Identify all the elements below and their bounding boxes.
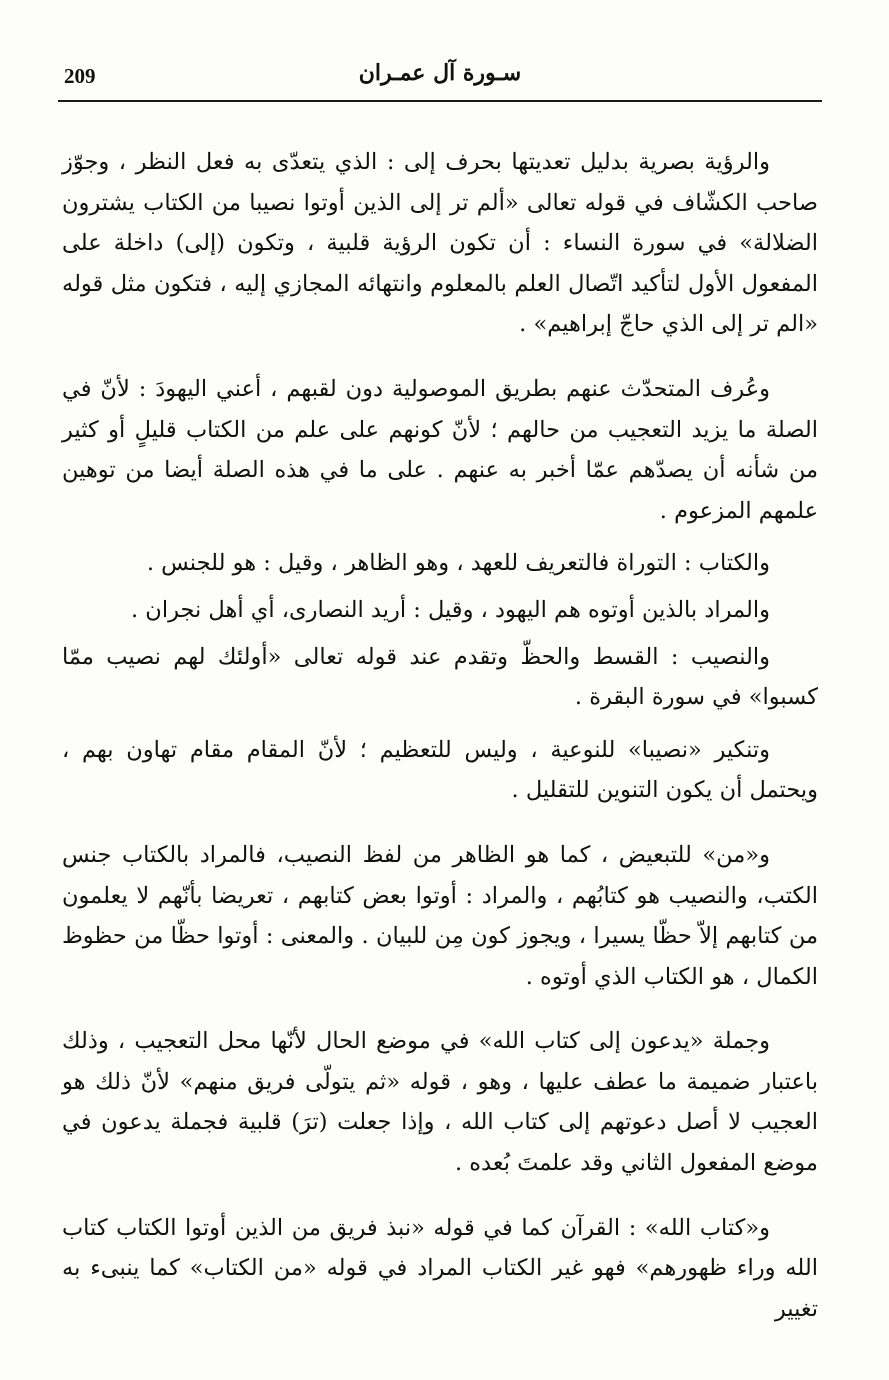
running-title: سـورة آل عمـران [358,60,522,86]
paragraph-9: و«كتاب الله» : القرآن كما في قوله «نبذ فريق من الذين أوتوا الكتاب كتاب الله وراء ظهورهم» فهو غير الكتاب المراد في قوله «من الكتاب» كما ينبىء به تغيير [62,1214,818,1322]
page-header [58,58,822,102]
paragraph-6: وتنكير «نصيبا» للنوعية ، وليس للتعظيم ؛ لأنّ المقام مقام تهاون بهم ، ويحتمل أن يكون التنوين للتقليل . [62,736,818,804]
paragraph-2: وعُرف المتحدّث عنهم بطريق الموصولية دون لقبهم ، أعني اليهودَ : لأنّ في الصلة ما يزيد التعجيب من حالهم ؛ لأنّ كونهم على علم من الكتاب قليلٍ أو كثير من شأنه أن يصدّهم عمّا أخبر به عنهم . على ما في هذه الصلة أيضا من توهين علمهم المزعوم . [62,375,818,524]
paragraph-8: وجملة «يدعون إلى كتاب الله» في موضع الحال لأنّها محل التعجيب ، وذلك باعتبار ضميمة ما عطف عليها ، وهو ، قوله «ثم يتولّى فريق منهم» لأنّ ذلك هو العجيب لا أصل دعوتهم إلى كتاب الله ، وإذا جعلت (ترَ) قلبية فجملة يدعون في موضع المفعول الثاني وقد علمتَ بُعده . [62,1028,818,1177]
page-number: 209 [64,64,96,88]
paragraph-3: والكتاب : التوراة فالتعريف للعهد ، وهو الظاهر ، وقيل : هو للجنس . [146,550,770,577]
paragraph-7: و«من» للتبعيض ، كما هو الظاهر من لفظ النصيب، فالمراد بالكتاب جنس الكتب، والنصيب هو كتابُهم ، والمراد : أوتوا بعض كتابهم ، تعريضا بأنّهم لا يعلمون من كتابهم إلاّ حظّا يسيرا ، ويجوز كون مِن للبيان . والمعنى : أوتوا حظّا من حظوظ الكمال ، هو الكتاب الذي أوتوه . [62,841,818,990]
paragraph-4: والمراد بالذين أوتوه هم اليهود ، وقيل : أريد النصارى، أي أهل نجران . [131,596,770,623]
paragraph-1: والرؤية بصرية بدليل تعديتها بحرف إلى : الذي يتعدّى به فعل النظر ، وجوّز صاحب الكشّاف في قوله تعالى «ألم تر إلى الذين أوتوا نصيبا من الكتاب يشترون الضلالة» في سورة النساء : أن تكون الرؤية قلبية ، وتكون (إلى) داخلة على المفعول الأول لتأكيد اتّصال العلم بالمعلوم وانتهائه المجازي إليه ، فتكون مثل قوله «الم تر إلى الذي حاجّ إبراهيم» . [62,149,818,338]
paragraph-5: والنصيب : القسط والحظّ وتقدم عند قوله تعالى «أولئك لهم نصيب ممّا كسبوا» في سورة البقرة . [62,643,818,711]
page-body [62,142,818,1329]
